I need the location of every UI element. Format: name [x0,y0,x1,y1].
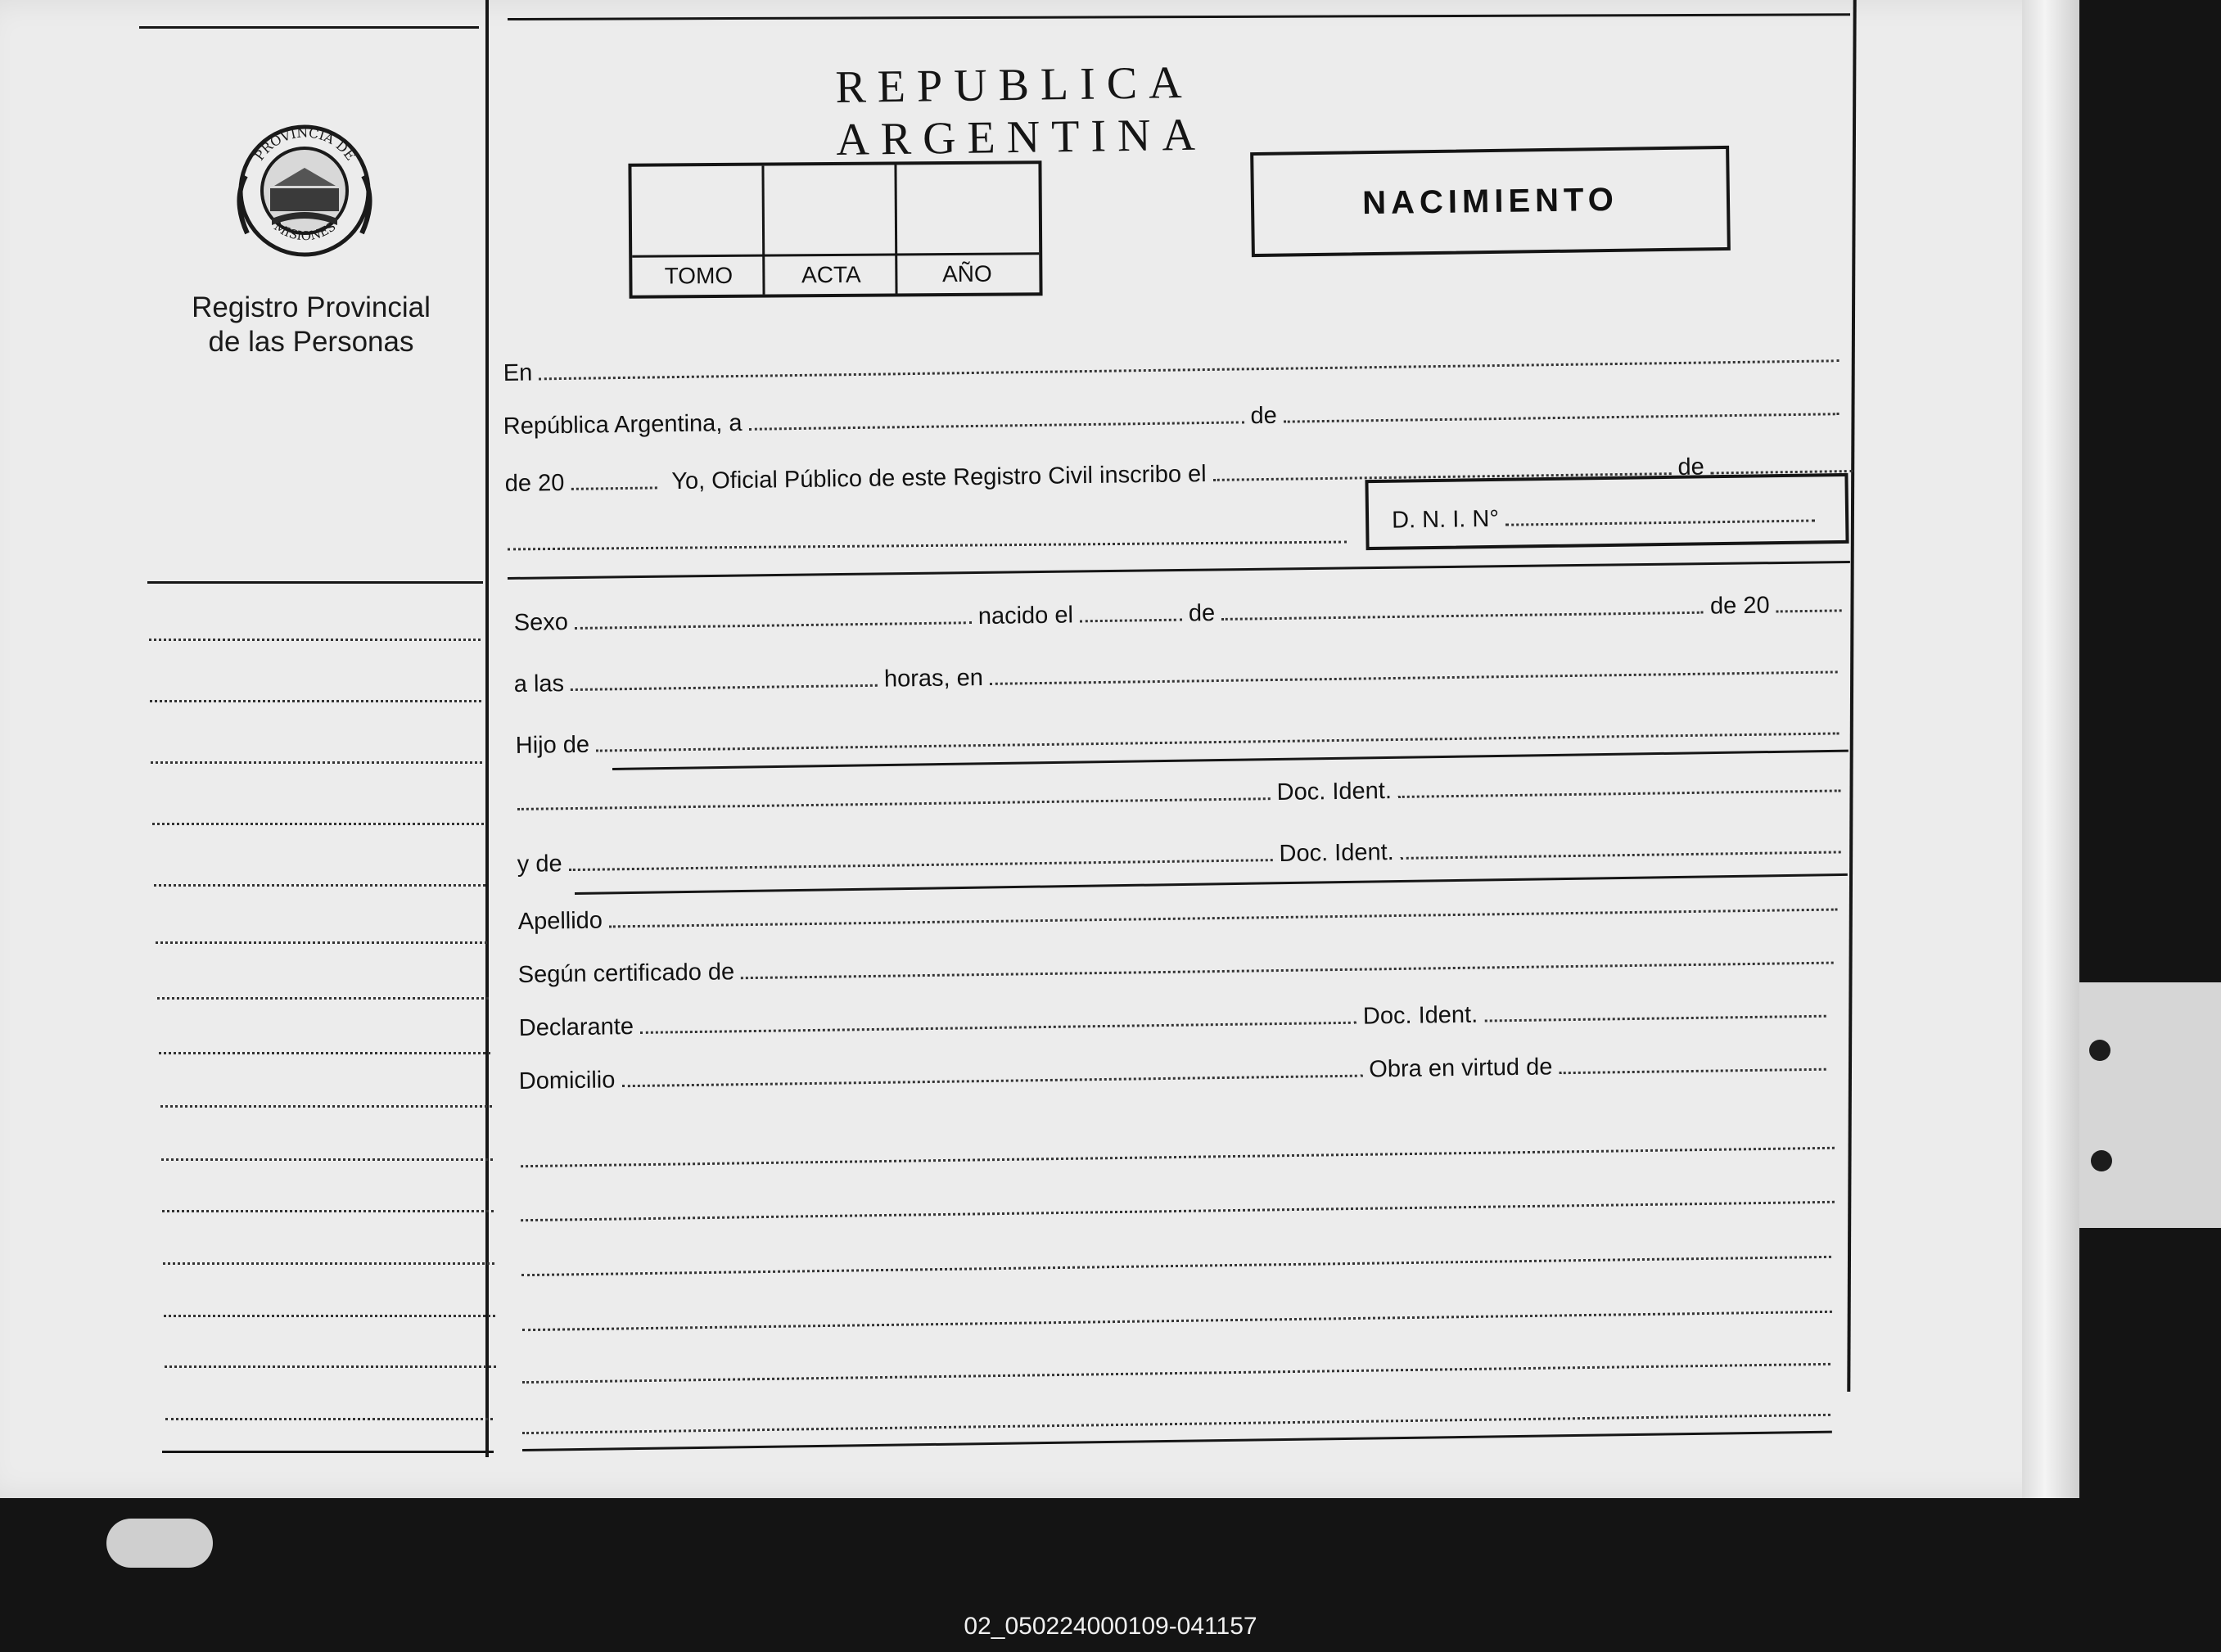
label-de: de [1188,600,1216,627]
stub-blank-line[interactable] [159,1052,490,1054]
label-doc-ident: Doc. Ident. [1362,1001,1478,1030]
label-dni: D. N. I. N° [1391,505,1500,534]
label-domicilio: Domicilio [518,1067,616,1095]
stub-blank-line[interactable] [156,941,487,944]
stub-blank-line[interactable] [150,700,481,702]
field-anio[interactable] [571,470,657,490]
field-nacido-dia[interactable] [1080,603,1182,623]
provincial-seal-icon [229,111,381,266]
label-nacido-el: nacido el [977,602,1074,630]
stub-blank-line[interactable] [157,997,489,1000]
stub-blank-line[interactable] [165,1418,493,1420]
sheet-edge [2022,0,2079,1498]
stub-divider [485,0,489,1457]
stub-blank-line[interactable] [161,1158,493,1161]
label-sexo: Sexo [513,609,569,637]
label-declarante: Declarante [518,1013,634,1042]
record-type-box [1250,146,1731,257]
binder-clip [2079,982,2221,1228]
label-oficial: Yo, Oficial Público de este Registro Civil inscribo el [671,461,1207,495]
stub-blank-line[interactable] [151,761,482,764]
field-nacido-mes[interactable] [1221,595,1704,621]
field-obra-en-virtud[interactable] [1559,1052,1826,1075]
stub-blank-line[interactable] [164,1315,495,1317]
field-inscribe-mes[interactable] [1711,454,1853,474]
seal-bottom-text: MISIONES [271,219,339,244]
label-segun-certificado: Según certificado de [517,959,735,989]
label-de: de [1250,402,1277,430]
binder-foot [106,1519,213,1568]
stub-blank-line[interactable] [154,884,485,887]
label-de-20: de 20 [504,469,565,498]
field-dia[interactable] [748,404,1244,430]
label-y-de: y de [517,851,562,878]
dni-box [1365,473,1849,550]
scan-caption: 02_050224000109-041157 [964,1613,1257,1640]
record-type-label: NACIMIENTO [1361,181,1619,221]
label-obra-en-virtud: Obra en virtud de [1369,1054,1553,1083]
stub-blank-line[interactable] [163,1262,494,1265]
label-doc-ident: Doc. Ident. [1279,839,1394,868]
label-hijo-de: Hijo de [515,731,590,760]
stub-blank-line[interactable] [162,1210,494,1212]
stub-blank-line[interactable] [149,639,481,641]
stub-blank-line[interactable] [160,1105,492,1108]
seal-top-text: PROVINCIA DE [251,124,359,164]
label-apellido: Apellido [517,907,603,936]
stub-section-rule [147,581,483,584]
field-hora[interactable] [571,668,878,691]
field-nacido-anio[interactable] [1776,593,1841,612]
acta-label: ACTA [801,261,861,288]
label-republica: República Argentina, a [503,409,743,440]
field-declarante-doc[interactable] [1484,999,1826,1022]
label-de: de [1677,454,1705,481]
registry-name: Registro Provincial de las Personas [192,291,431,358]
field-padre-doc[interactable] [1398,773,1841,798]
field-madre-doc[interactable] [1401,834,1841,860]
stub-blank-line[interactable] [165,1365,496,1368]
label-de-20: de 20 [1709,592,1770,620]
anio-label: AÑO [941,260,992,287]
stub-bottom-rule [162,1451,494,1453]
label-a-las: a las [513,670,565,698]
field-sexo[interactable] [575,605,972,630]
row-dni [1392,501,1821,534]
record-reference-box [628,160,1042,299]
binder-hole [2089,1040,2110,1061]
stub-blank-line[interactable] [152,823,484,825]
stub-top-rule [139,26,479,29]
field-dni[interactable] [1505,503,1815,526]
tomo-label: TOMO [664,262,734,289]
label-doc-ident: Doc. Ident. [1276,778,1393,806]
binder-hole [2091,1150,2112,1171]
label-horas-en: horas, en [883,665,984,693]
label-en: En [503,359,533,387]
country-title: REPUBLICA ARGENTINA [835,56,1208,165]
